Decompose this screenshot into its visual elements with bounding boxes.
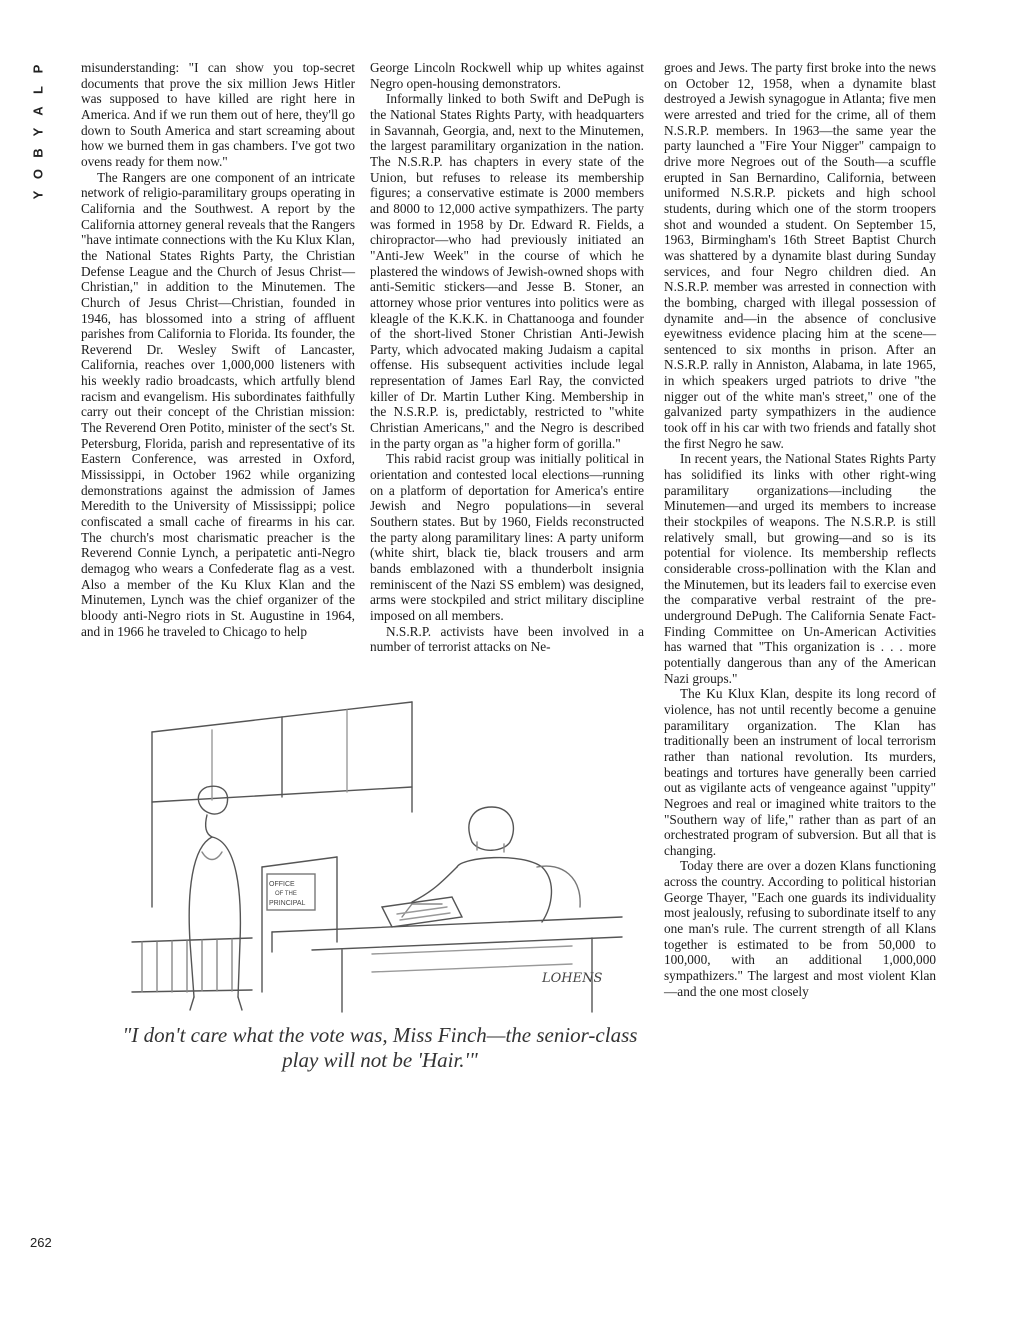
paragraph: Informally linked to both Swift and DePugh is the National States Rights Party, with headquarters in Savannah, Georgia, and, next to the Minutemen, the largest paramilitary organization in the nation. The N.S.R.P. has chapters in every state of the Union, but refuses to release its membership figures; a conservative estimate is 2000 members and 8000 to 12,000 active sympathizers. The party was formed in 1958 by Dr. Edward R. Fields, a chiropractor—who had previously initiated an "Anti-Jew Week" in the course of which he plastered the windows of Jewish-owned shops with anti-Semitic stickers—and Jesse B. Stoner, an attorney whose prior ventures into politics were as kleagle of the K.K.K. in Chattanooga and founder of the short-lived Stoner Christian Anti-Jewish Party, which advocated making Judaism a capital offense. His subsequent activities include legal representation of James Earl Ray, the convicted killer of Dr. Martin Luther King. Membership in the N.S.R.P. is, predictably, restricted to "white Christian Americans," and the Negro is described in the party organ as "a higher form of gorilla." [370,91,644,451]
paragraph: George Lincoln Rockwell whip up whites against Negro open-housing demonstrators. [370,60,644,91]
door-sign-text: OFFICE [269,881,295,888]
door-sign-text: PRINCIPAL [269,900,306,907]
masthead-letter: Y [30,126,46,137]
door-sign-text: OF THE [275,891,297,897]
cartoon-illustration [112,692,640,1016]
masthead-letter: Y [30,189,46,200]
paragraph: The Rangers are one component of an intricate network of religio-paramilitary groups operating in California and the Southwest. A report by the California attorney general reveals that the Rangers "have intimate connections with the Ku Klux Klan, the National States Rights Party, the Christian Defense League and the Church of Jesus Christ—Christian," in addition to the Minutemen. The Church of Jesus Christ—Christian, founded in 1946, has blossomed into a string of affluent parishes from California to Florida. Its founder, the Reverend Dr. Wesley Swift of Lancaster, California, reaches over 1,000,000 listeners with his weekly radio broadcasts, which artfully blend racism and evangelism. His subordinates faithfully carry out their concept of the Christian mission: The Reverend Oren Potito, minister of the sect's St. Petersburg, Florida, parish and representative of its Eastern Conference, was arrested in Oxford, Mississippi, in October 1962 while organizing demonstrations against the admission of James Meredith to the University of Mississippi; police confiscated a small cache of firearms in his car. The church's most charismatic preacher is the Reverend Connie Lynch, a peripatetic anti-Negro demagog who wears a Confederate flag as a vest. Also a member of the Ku Klux Klan and the Minutemen, Lynch was the chief organizer of the bloody anti-Negro riots in St. Augustine in 1964, and in 1966 he traveled to Chicago to help [81,169,355,639]
cartoon-caption: "I don't care what the vote was, Miss Finch—the senior-class play will not be 'Hair.'" [122,1023,638,1072]
paragraph: In recent years, the National States Rights Party has solidified its links with other right-wing paramilitary organizations—including the Minutemen—and urged its members to increase their stockpiles of weapons. The N.S.R.P. is still relatively small, but growing—and so is its potential for violence. Its membership reflects considerable cross-pollination with the Klan and the Minutemen, but its leaders fail to exercise even the comparative verbal restraint of the pre-underground DePugh. The California Senate Fact-Finding Committee on Un-American Activities has warned that "This organization is . . . more potentially dangerous than any of the American Nazi groups." [664,451,936,686]
page-number: 262 [30,1235,52,1250]
paragraph: Today there are over a dozen Klans functioning across the country. According to political historian George Thayer, "Each one guards its individuality most jealously, refusing to subordinate itself to any one man's rule. The current strength of all Klans together is estimated to be from 50,000 to 100,000, with an additional 1,000,000 sympathizers." The largest and most violent Klan—and the one most closely [664,858,936,999]
artist-signature: LOHENS [542,971,603,986]
article-column-1 [81,60,355,639]
magazine-masthead [28,58,48,205]
article-column-3 [664,60,936,999]
masthead-letter: B [30,147,46,158]
paragraph: This rabid racist group was initially political in orientation and contested local elections—running on a platform of deportation for America's entire Jewish and Negro populations—in several Southern states. But by 1960, Fields reconstructed the party along paramilitary lines: A party uniform (white shirt, black tie, black trousers and arm bands emblazoned with a thunderbolt insignia reminiscent of the Nazi SS emblem) was designed, arms were stockpiled and strict military discipline imposed on all members. [370,451,644,623]
masthead-letter: L [30,85,46,94]
masthead-letter: A [30,105,46,116]
masthead-letter: P [30,63,46,74]
paragraph: N.S.R.P. activists have been involved in a number of terrorist attacks on Ne- [370,623,644,655]
paragraph: groes and Jews. The party first broke into the news on October 12, 1958, when a dynamite blast destroyed a Jewish synagogue in Atlanta; five men were arrested and tried for the crime, all of them N.S.R.P. members. In 1963—the same year the party launched a "Fire Your Nigger" campaign to drive more Negroes out of the South—a scuffle erupted in San Bernardino, California, between uniformed N.S.R.P. pickets and high school students, during which one of the storm troopers shot and wounded a student. On September 15, 1963, Birmingham's 16th Street Baptist Church was shattered by a dynamite blast during Sunday services, and four Negro children died. An N.S.R.P. member was arrested in connection with the bombing, charged with illegal possession of dynamite and—in the absence of conclusive eyewitness evidence placing him at the scene—sentenced to six months in prison. After an N.S.R.P. rally in Anniston, Alabama, in late 1965, in which speakers urged patriots to drive "the nigger out of the white man's street," one of the galvanized party sympathizers in the audience took off in his car with two friends and fatally shot the first Negro he saw. [664,60,936,451]
masthead-letter: O [30,167,46,180]
paragraph: misunderstanding: "I can show you top-secret documents that prove the six million Jews Hitler was supposed to have killed are right here in America. And if we run them out of here, they'll go down to South America and start screaming about how we burned them in gas chambers. I've got two ovens ready for them now." [81,60,355,169]
article-column-2 [370,60,644,655]
paragraph: The Ku Klux Klan, despite its long record of violence, has not until recently become a genuine paramilitary organization. The Klan has traditionally been an instrument of local terrorism rather than national revolution. Its murders, beatings and tortures have generally been carried out as vigilante acts of vengeance against "uppity" Negroes and real or imagined white traitors to the "Southern way of life," rather than as part of an orchestrated program of subversion. But all that is changing. [664,686,936,858]
